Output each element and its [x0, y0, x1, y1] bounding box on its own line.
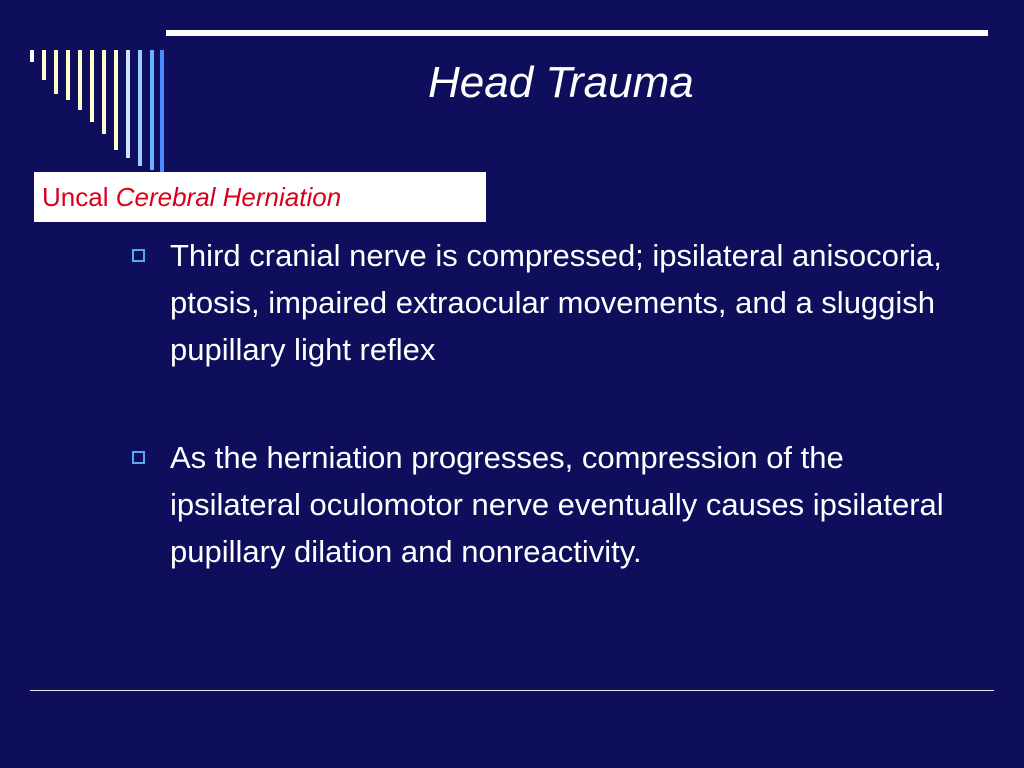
decorative-bar — [42, 50, 46, 80]
decorative-bar — [114, 50, 118, 150]
decorative-bars — [0, 0, 170, 175]
decorative-bar — [30, 50, 34, 62]
decorative-bar — [126, 50, 130, 158]
bullet-text: As the herniation progresses, compression of the ipsilateral oculomotor nerve eventually causes ipsilateral pupillary dilation and nonreactivity. — [170, 440, 944, 569]
decorative-bar — [90, 50, 94, 122]
decorative-bar — [102, 50, 106, 134]
subtitle-italic: Cerebral Herniation — [115, 182, 342, 212]
decorative-bar — [138, 50, 142, 166]
subtitle-prefix: Uncal — [42, 182, 109, 212]
bottom-divider-line — [30, 690, 994, 691]
subtitle-box — [34, 172, 486, 222]
decorative-bar — [54, 50, 58, 94]
slide-title: Head Trauma — [428, 58, 694, 107]
decorative-bar — [150, 50, 154, 170]
bullet-item — [132, 434, 962, 575]
decorative-bar — [66, 50, 70, 100]
decorative-bar — [160, 50, 164, 172]
top-divider-line — [166, 30, 988, 36]
square-bullet-icon — [132, 249, 145, 262]
bullet-text: Third cranial nerve is compressed; ipsilateral anisocoria, ptosis, impaired extraocular movements, and a sluggish pupillary light reflex — [170, 238, 942, 367]
decorative-bar — [78, 50, 82, 110]
square-bullet-icon — [132, 451, 145, 464]
bullet-list — [132, 232, 962, 575]
bullet-item — [132, 232, 962, 373]
